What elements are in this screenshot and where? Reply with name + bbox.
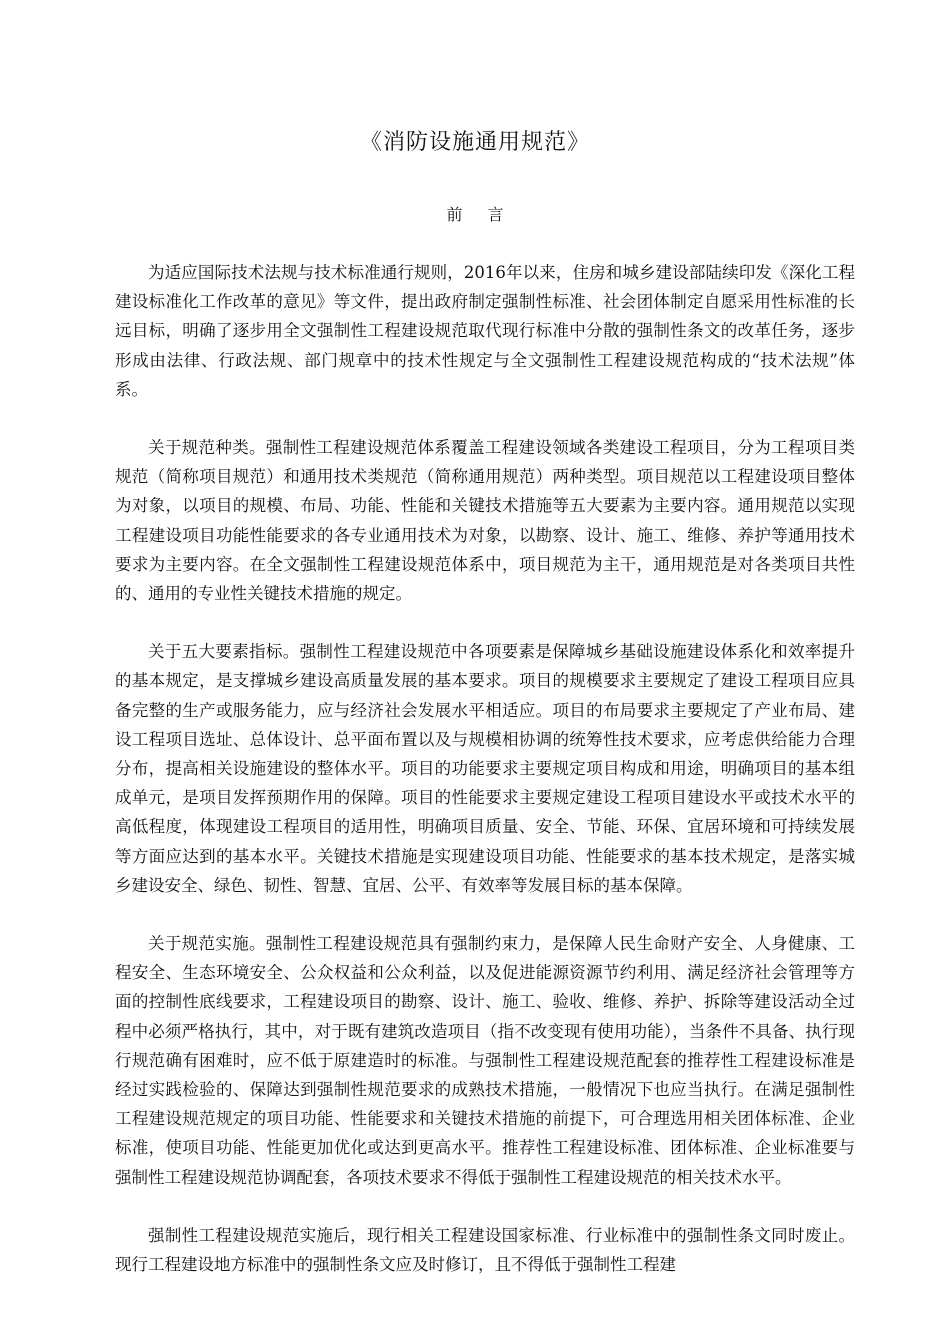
paragraph: 关于规范种类。强制性工程建设规范体系覆盖工程建设领域各类建设工程项目，分为工程项目类规范（简称项目规范）和通用技术类规范（简称通用规范）两种类型。项目规范以工程建设项目整体为对象，以项目的规模、布局、功能、性能和关键技术措施等五大要素为主要内容。通用规范以实现工程建设项目功能性能要求的各专业通用技术为对象，以勘察、设计、施工、维修、养护等通用技术要求为主要内容。在全文强制性工程建设规范体系中，项目规范为主干，通用规范是对各类项目共性的、通用的专业性关键技术措施的规定。	[115, 438, 855, 604]
paragraph: 为适应国际技术法规与技术标准通行规则，2016年以来，住房和城乡建设部陆续印发《深化工程建设标准化工作改革的意见》等文件，提出政府制定强制性标准、社会团体制定自愿采用性标准的长远目标，明确了逐步用全文强制性工程建设规范取代现行标准中分散的强制性条文的改革任务，逐步形成由法律、行政法规、部门规章中的技术性规定与全文强制性工程建设规范构成的“技术法规”体系。	[115, 263, 855, 399]
document-title: 《消防设施通用规范》	[359, 130, 590, 155]
section-heading: 前 言	[446, 205, 514, 224]
document-body	[115, 258, 855, 1308]
paragraph: 关于规范实施。强制性工程建设规范具有强制约束力，是保障人民生命财产安全、人身健康、工程安全、生态环境安全、公众权益和公众利益，以及促进能源资源节约利用、满足经济社会管理等方面的控制性底线要求，工程建设项目的勘察、设计、施工、验收、维修、养护、拆除等建设活动全过程中必须严格执行，其中，对于既有建筑改造项目（指不改变现有使用功能），当条件不具备、执行现行规范确有困难时，应不低于原建造时的标准。与强制性工程建设规范配套的推荐性工程建设标准是经过实践检验的、保障达到强制性规范要求的成熟技术措施，一般情况下也应当执行。在满足强制性工程建设规范规定的项目功能、性能要求和关键技术措施的前提下，可合理选用相关团体标准、企业标准，使项目功能、性能更加优化或达到更高水平。推荐性工程建设标准、团体标准、企业标准要与强制性工程建设规范协调配套，各项技术要求不得低于强制性工程建设规范的相关技术水平。	[115, 934, 855, 1187]
paragraph: 关于五大要素指标。强制性工程建设规范中各项要素是保障城乡基础设施建设体系化和效率提升的基本规定，是支撑城乡建设高质量发展的基本要求。项目的规模要求主要规定了建设工程项目应具备完整的生产或服务能力，应与经济社会发展水平相适应。项目的布局要求主要规定了产业布局、建设工程项目选址、总体设计、总平面布置以及与规模相协调的统筹性技术要求，应考虑供给能力合理分布，提高相关设施建设的整体水平。项目的功能要求主要规定项目构成和用途，明确项目的基本组成单元，是项目发挥预期作用的保障。项目的性能要求主要规定建设工程项目建设水平或技术水平的高低程度，体现建设工程项目的适用性，明确项目质量、安全、节能、环保、宜居环境和可持续发展等方面应达到的基本水平。关键技术措施是实现建设项目功能、性能要求的基本技术规定，是落实城乡建设安全、绿色、韧性、智慧、宜居、公平、有效率等发展目标的基本保障。	[115, 642, 855, 895]
paragraph: 强制性工程建设规范实施后，现行相关工程建设国家标准、行业标准中的强制性条文同时废止。现行工程建设地方标准中的强制性条文应及时修订，且不得低于强制性工程建	[115, 1225, 855, 1275]
